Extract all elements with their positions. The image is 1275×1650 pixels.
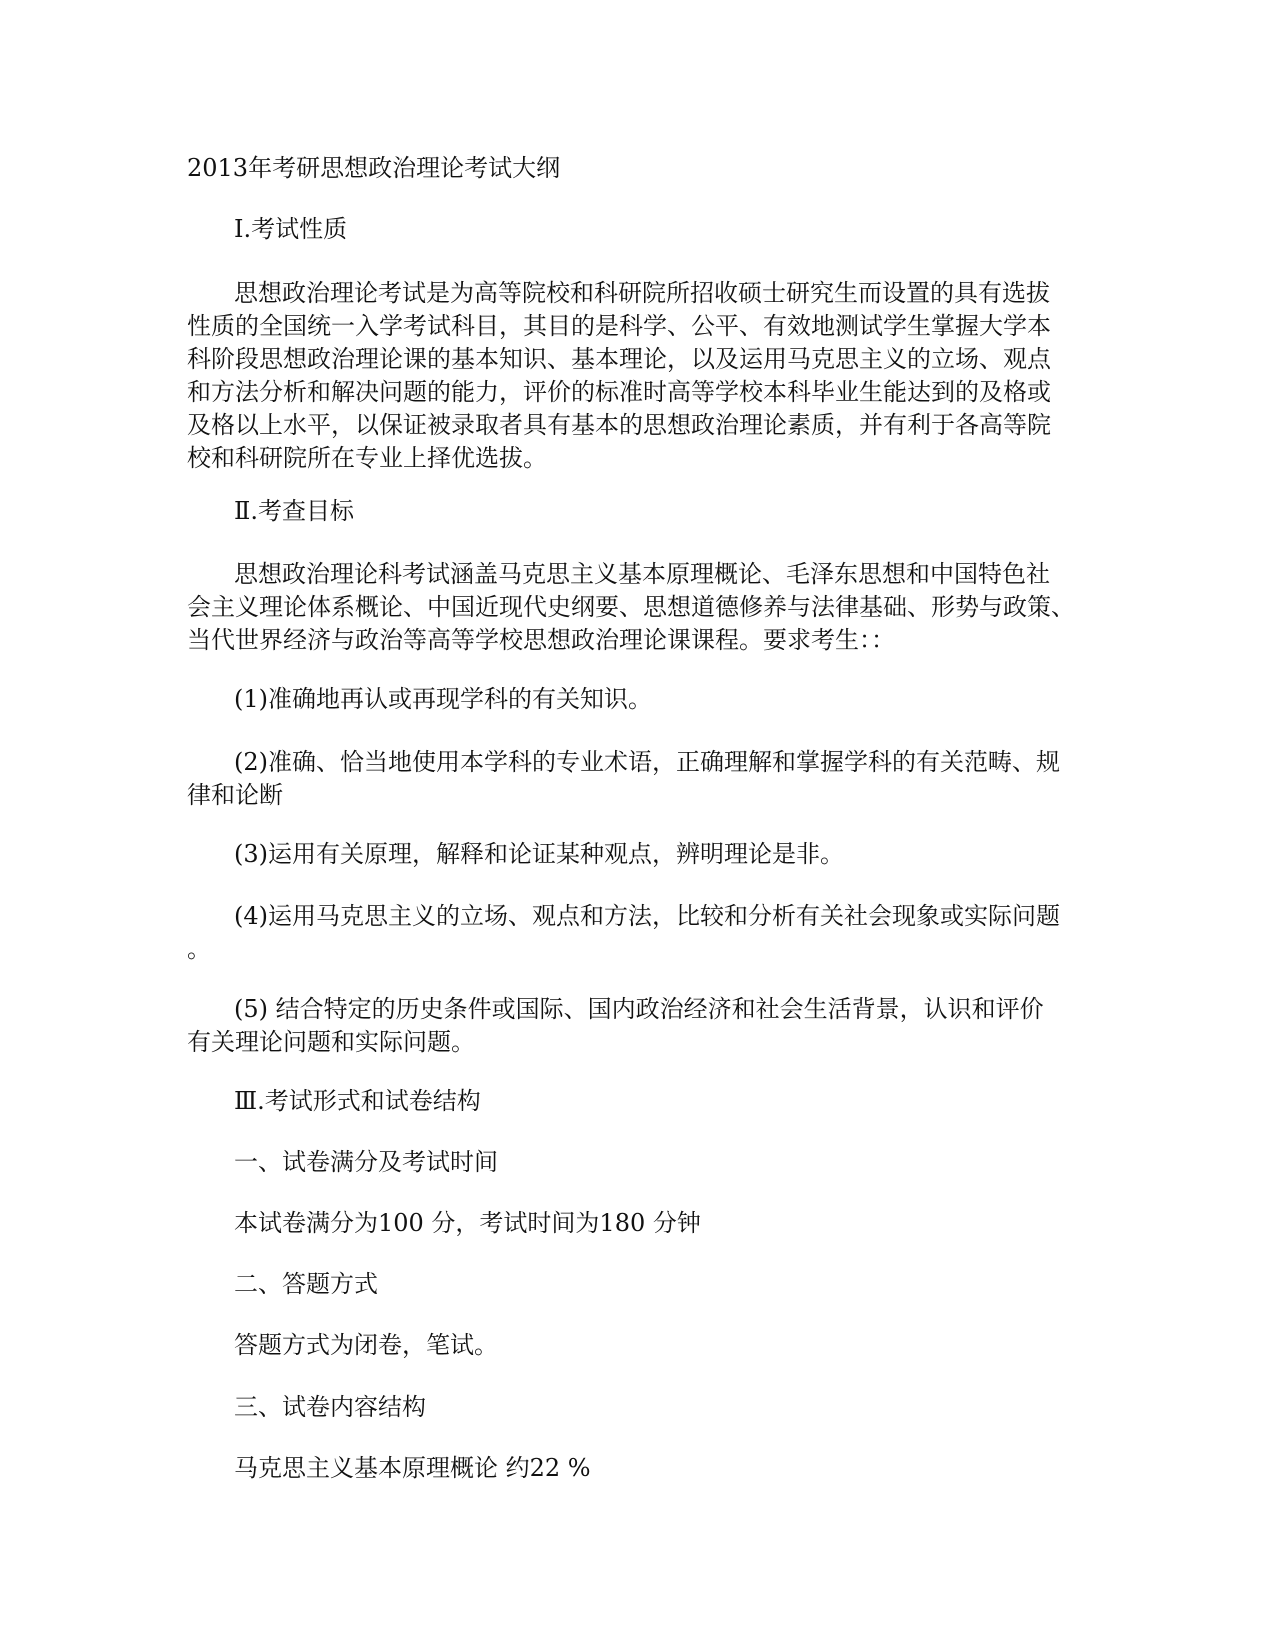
requirement-line: 有关理论问题和实际问题。: [187, 1028, 475, 1056]
paragraph-line: 性质的全国统一入学考试科目，其目的是科学、公平、有效地测试学生掌握大学本: [187, 312, 1051, 340]
requirement-line: (4)运用马克思主义的立场、观点和方法，比较和分析有关社会现象或实际问题: [234, 902, 1060, 930]
subheading-content-structure: 三、试卷内容结构: [234, 1393, 426, 1421]
paragraph-line: 和方法分析和解决问题的能力，评价的标准时高等学校本科毕业生能达到的及格或: [187, 378, 1051, 406]
requirement-item-5: [187, 993, 1044, 1059]
paragraph-line: 当代世界经济与政治等高等学校思想政治理论课课程。要求考生：：: [187, 626, 895, 654]
paragraph-line: 科阶段思想政治理论课的基本知识、基本理论，以及运用马克思主义的立场、观点: [187, 345, 1051, 373]
requirement-line: 。: [187, 935, 211, 963]
section-heading-exam-objectives: Ⅱ.考查目标: [234, 497, 354, 525]
requirement-line: (2)准确、恰当地使用本学科的专业术语，正确理解和掌握学科的有关范畴、规: [234, 748, 1060, 776]
paragraph-line: 思想政治理论科考试涵盖马克思主义基本原理概论、毛泽东思想和中国特色社: [234, 560, 1050, 588]
paragraph-line: 及格以上水平，以保证被录取者具有基本的思想政治理论素质，并有利于各高等院: [187, 411, 1051, 439]
requirement-item-2: [187, 746, 1060, 812]
text-score-and-time: 本试卷满分为100 分，考试时间为180 分钟: [234, 1209, 701, 1237]
requirement-item-3: (3)运用有关原理，解释和论证某种观点，辨明理论是非。: [234, 840, 844, 868]
paragraph-line: 校和科研院所在专业上择优选拔。: [187, 444, 547, 472]
document-title: 2013年考研思想政治理论考试大纲: [187, 154, 561, 182]
section-heading-exam-format: Ⅲ.考试形式和试卷结构: [234, 1087, 481, 1115]
requirement-item-1: (1)准确地再认或再现学科的有关知识。: [234, 685, 652, 713]
paragraph-exam-objectives: [187, 558, 1075, 657]
paragraph-exam-nature: [187, 277, 1051, 475]
requirement-line: 律和论断: [187, 781, 283, 809]
subheading-score-and-time: 一、试卷满分及考试时间: [234, 1148, 498, 1176]
paragraph-line: 思想政治理论考试是为高等院校和科研院所招收硕士研究生而设置的具有选拔: [234, 279, 1050, 307]
requirement-line: (5) 结合特定的历史条件或国际、国内政治经济和社会生活背景，认识和评价: [234, 995, 1044, 1023]
text-content-structure: 马克思主义基本原理概论 约22 %: [234, 1454, 591, 1482]
requirement-item-4: [187, 900, 1060, 966]
text-answer-method: 答题方式为闭卷，笔试。: [234, 1331, 498, 1359]
section-heading-exam-nature: Ⅰ.考试性质: [234, 215, 348, 243]
paragraph-line: 会主义理论体系概论、中国近现代史纲要、思想道德修养与法律基础、形势与政策、: [187, 593, 1075, 621]
subheading-answer-method: 二、答题方式: [234, 1270, 378, 1298]
